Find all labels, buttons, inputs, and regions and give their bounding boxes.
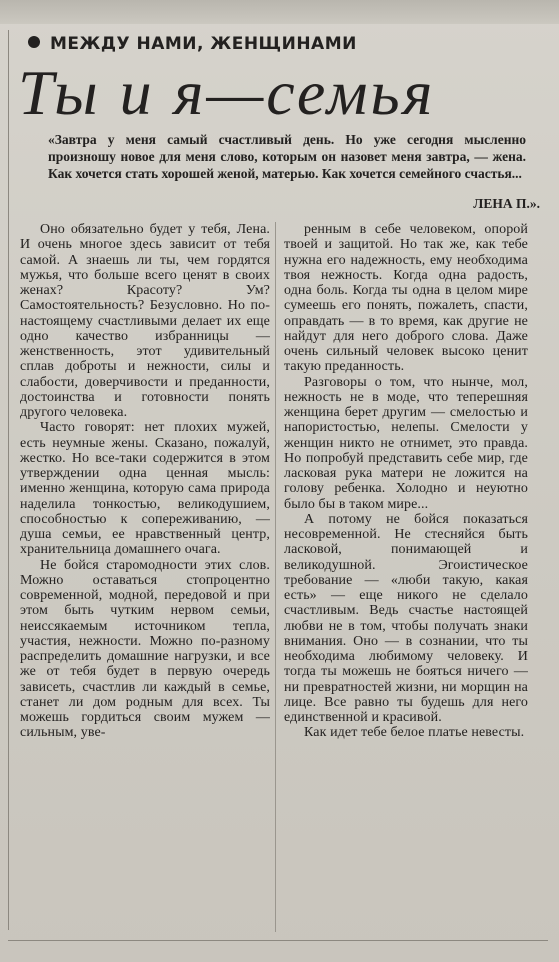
section-rubric	[28, 34, 528, 54]
paragraph: Часто говорят: нет плохих мужей, есть неумные жены. Сказано, пожалуй, жестко. Но все-таки содержится в этом утверждении одна ценная мысль: именно женщина, которую сама природа наделила тонкостью, великодушием, способностью к сопереживанию, — душа семьи, ее нравственный центр, хранительница домашнего очага.	[20, 420, 270, 558]
paragraph: Разговоры о том, что нынче, мол, нежность не в моде, что теперешняя женщина берет другим — смелостью и напористостью, нелепы. Смелости у женщин никто не отнимет, это правда. Но попробуй представить себе мир, где ласковая рука матери не ложится на голову ребенка. Холодно и неуютно было бы в таком мире...	[284, 374, 528, 512]
epigraph-signature: ЛЕНА П.».	[473, 196, 540, 211]
bullet-icon	[28, 36, 40, 48]
epigraph-quote: «Завтра у меня самый счастливый день. Но уже сегодня мысленно произношу новое для меня слово, которым он назовет меня завтра, — жена. Как хочется стать хорошей женой, матерью. Как хочется семейного счастья...	[48, 132, 526, 181]
rubric-text: МЕЖДУ НАМИ, ЖЕНЩИНАМИ	[50, 34, 357, 54]
paragraph: Не бойся старомодности этих слов. Можно оставаться стопроцентно современной, модной, передовой и при этом быть чутким нервом семьи, неиссякаемым источником тепла, участия, нежности. Можно по-разному распределить домашние нагрузки, и все же от тебя будет в первую очередь зависеть, счастлив ли каждый в семье, станет ли дом родным для всех. Ты можешь гордиться своим мужем — сильным, уве-	[20, 557, 270, 741]
page-top-edge	[0, 0, 559, 24]
paragraph: Как идет тебе белое платье невесты.	[304, 725, 525, 741]
article-column-right	[284, 222, 528, 741]
article-column-left	[20, 222, 270, 741]
paragraph: ренным в себе человеком, опорой твоей и защитой. Но так же, как тебе нужна его надежность, ему необходима твоя нежность. Когда одна радость, одна боль. Когда ты одна в целом мире сумеешь его понять, пожалеть, спасти, оправдать — в то время, как другие не найдут для него доброго слова. Даже очень сильный человек высоко ценит такую преданность.	[284, 222, 528, 375]
column-divider	[275, 222, 276, 932]
headline: Ты и я—семья	[18, 57, 436, 128]
paragraph: А потому не бойся показаться несовременной. Не стесняйся быть ласковой, понимающей и великодушной. Эгоистическое требование — «люби такую, какая есть» — еще никого не сделало счастливым. Ведь счастье настоящей любви не в том, чтобы получать знаки внимания. Оно — в сознании, что ты необходима любимому человеку. И тогда ты можешь не бояться ничего — ни превратностей жизни, ни морщин на лице. Все равно ты будешь для него единственной и красивой.	[284, 511, 528, 725]
column-rule-left	[8, 30, 9, 930]
paragraph: Оно обязательно будет у тебя, Лена. И очень многое здесь зависит от тебя самой. А знаешь ли ты, чем гордятся мужья, что больше всего ценят в своих женах? Красоту? Ум? Самостоятельность? Безусловно. Но по-настоящему счастливыми делает их еще одно качество избранницы — женственность, этот удивительный сплав доброты и нежности, силы и слабости, доверчивости и преданности, достоинства и готовности понять другого человека.	[20, 222, 270, 420]
page-bottom-rule	[8, 940, 548, 941]
